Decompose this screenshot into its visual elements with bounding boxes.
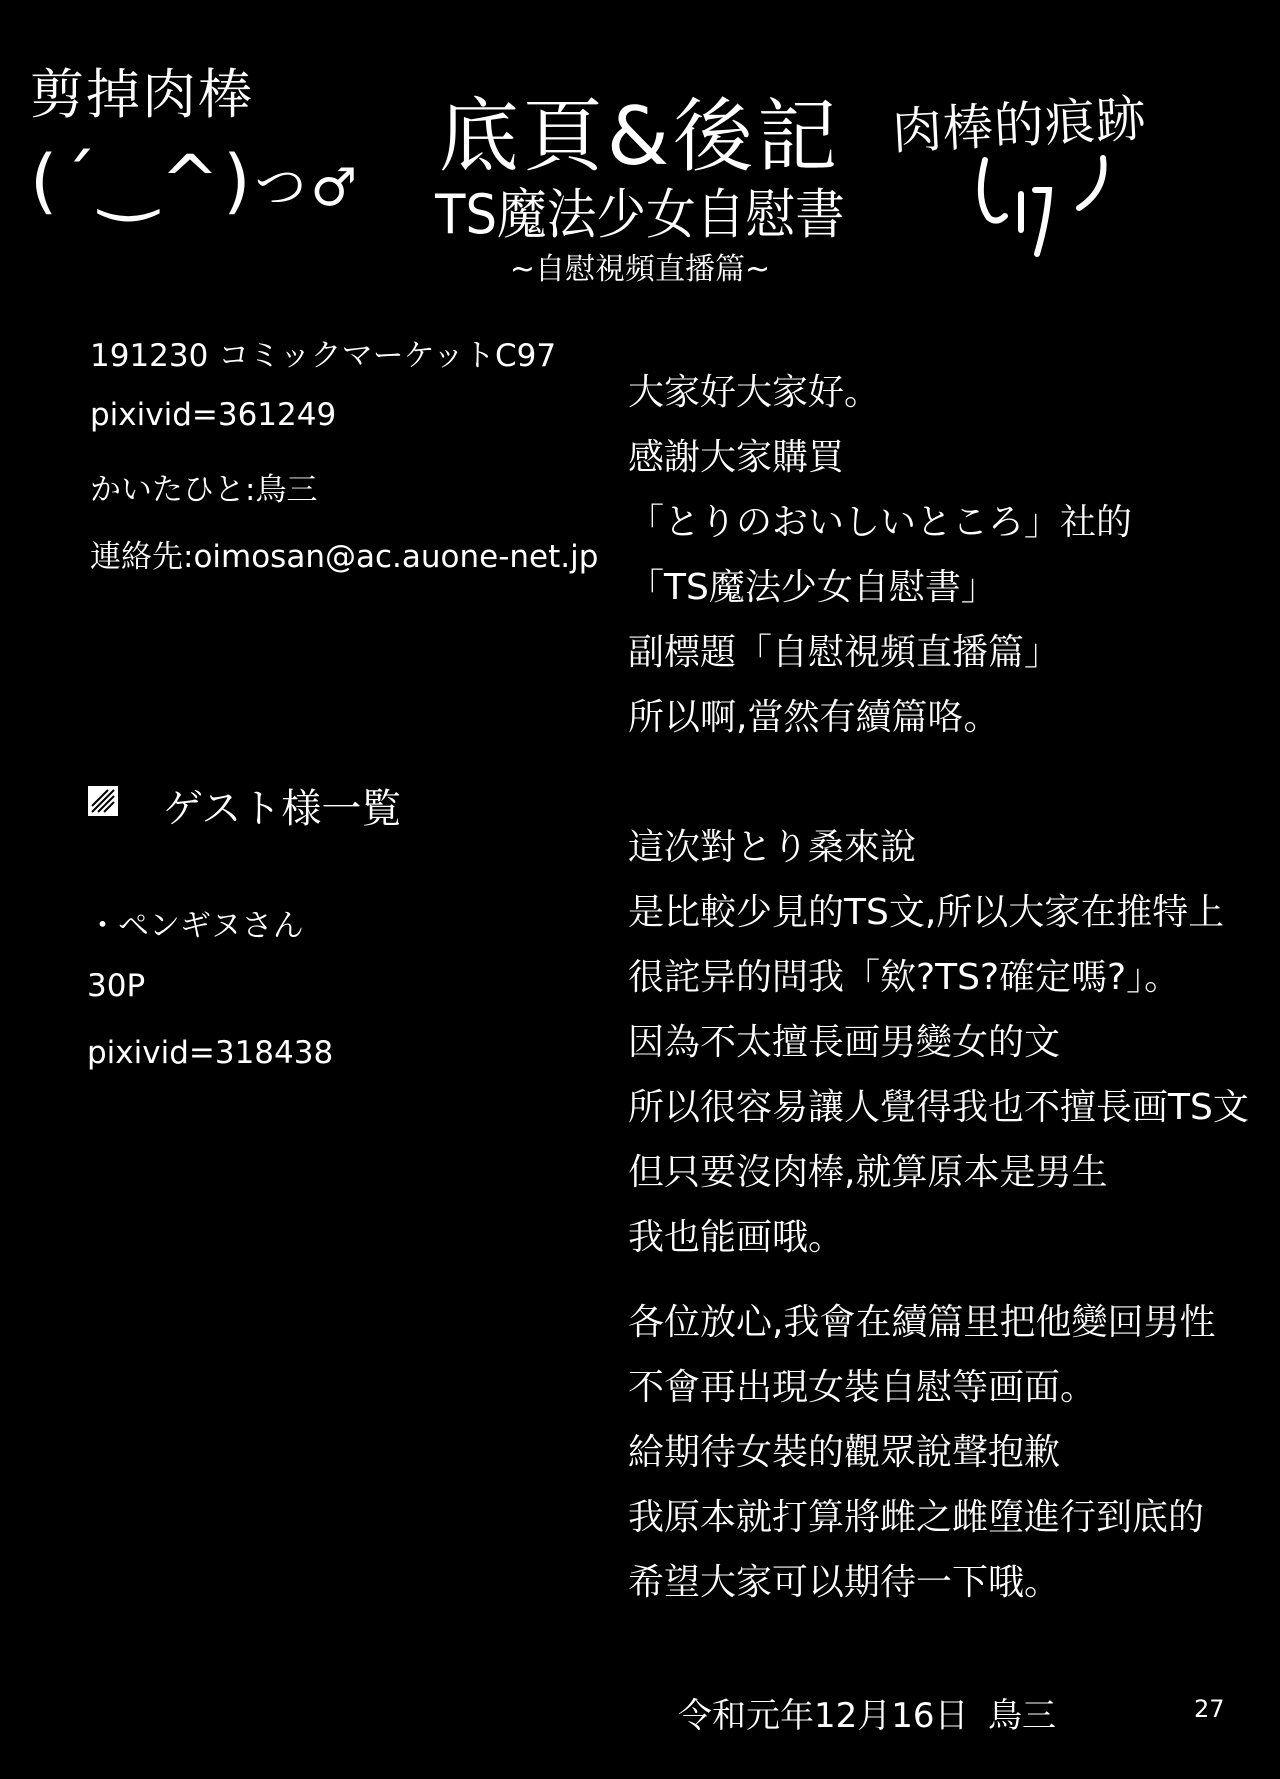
deco-left-title: 剪掉肉棒 (30, 63, 254, 126)
book-subtitle: ~自慰視頻直播篇~ (509, 252, 771, 287)
afterword-line: 各位放心,我會在續篇里把他變回男性 (628, 1302, 1216, 1343)
afterword-line: 所以啊,當然有續篇咯。 (628, 697, 1000, 738)
page-number: 27 (1194, 1695, 1225, 1723)
page-title: 底頁&後記 (438, 90, 842, 183)
afterword-paragraph-1 (628, 360, 1249, 750)
author-name: かいたひと:鳥三 (90, 472, 318, 508)
event-date: 191230 コミックマーケットC97 (90, 338, 557, 374)
afterword-line: 感謝大家購買 (628, 437, 845, 478)
guest-pages: 30P (87, 968, 146, 1004)
afterword-line: 我原本就打算將雌之雌墮進行到底的 (628, 1497, 1205, 1538)
afterword-text (628, 360, 1249, 1615)
afterword-paragraph-3 (628, 1290, 1249, 1615)
author-pixiv-id: pixivid=361249 (90, 397, 337, 433)
author-contact: 連絡先:oimosan@ac.auone-net.jp (90, 539, 599, 575)
afterword-line: 我也能画哦。 (628, 1217, 845, 1258)
scribble-mark-icon (975, 150, 1115, 270)
afterword-line: 因為不太擅長画男變女的文 (628, 1022, 1061, 1063)
afterword-line: 所以很容易讓人覺得我也不擅長画TS文 (628, 1087, 1249, 1128)
deco-face-suffix: つ♂ (254, 158, 362, 218)
afterword-line: 但只要沒肉棒,就算原本是男生 (628, 1152, 1108, 1193)
paragraph-gap (628, 1270, 1249, 1290)
guest-pixiv-id: pixivid=318438 (87, 1035, 334, 1071)
guest-list-heading: ゲスト様一覧 (163, 786, 402, 832)
afterword-line: 不會再出現女裝自慰等画面。 (628, 1367, 1097, 1408)
afterword-line: 「とりのおいしいところ」社的 (628, 502, 1133, 543)
afterword-paragraph-2 (628, 815, 1249, 1270)
heading-bullet-icon (88, 786, 118, 816)
footer-author: 鳥三 (988, 1696, 1056, 1736)
afterword-line: 這次對とり桑來說 (628, 827, 917, 868)
afterword-line: 副標題「自慰視頻直播篇」 (628, 632, 1061, 673)
paragraph-gap (628, 750, 1249, 815)
afterword-line: 大家好大家好。 (628, 372, 881, 413)
afterword-line: 「TS魔法少女自慰書」 (628, 567, 997, 608)
afterword-line: 是比較少見的TS文,所以大家在推特上 (628, 892, 1225, 933)
afterword-line: 希望大家可以期待一下哦。 (628, 1562, 1061, 1603)
guest-name: ・ペンギヌさん (87, 908, 304, 944)
footer-date: 令和元年12月16日 (678, 1696, 969, 1736)
afterword-line: 給期待女裝的觀眾說聲抱歉 (628, 1432, 1061, 1473)
afterword-line: 很詫异的問我「欸?TS?確定嗎?」。 (628, 957, 1181, 998)
deco-right-title: 肉棒的痕跡 (890, 89, 1149, 161)
deco-face-emoticon: (´‿^) (30, 140, 255, 222)
book-title: TS魔法少女自慰書 (435, 183, 845, 246)
